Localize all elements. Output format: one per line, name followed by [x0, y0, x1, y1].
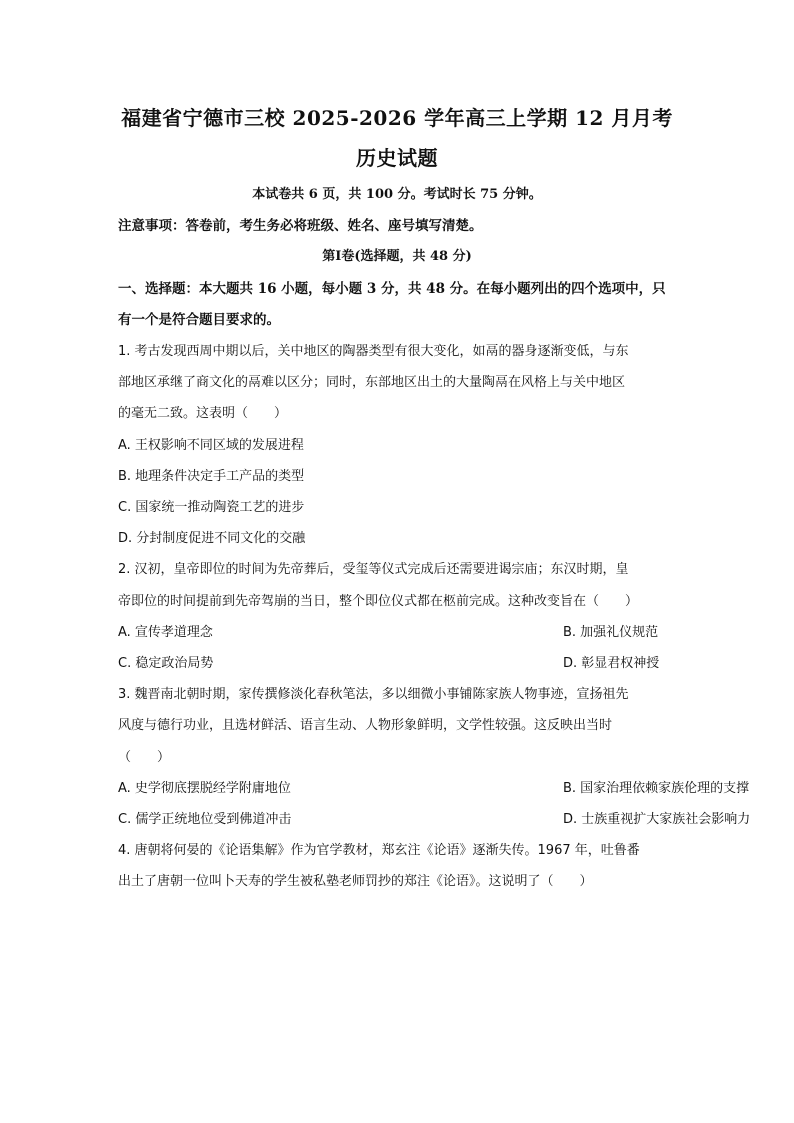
question-3-option-b: B. 国家治理依赖家族伦理的支撑	[563, 781, 750, 796]
question-3-option-d: D. 士族重视扩大家族社会影响力	[563, 812, 751, 827]
question-3-text: 风度与德行功业，且选材鲜活、语言生动、人物形象鲜明，文学性较强。这反映出当时	[118, 718, 613, 733]
question-2-option-b: B. 加强礼仪规范	[563, 625, 659, 640]
question-3-option-row	[118, 780, 750, 798]
question-1-text: 部地区承继了商文化的鬲难以区分；同时，东部地区出土的大量陶鬲在风格上与关中地区	[118, 375, 626, 390]
question-2-option-c: C. 稳定政治局势	[118, 656, 214, 671]
question-4-text: 出土了唐朝一位叫卜天寿的学生被私塾老师罚抄的郑注《论语》。这说明了（ ）	[118, 874, 593, 889]
instructions-line: 有一个是符合题目要求的。	[118, 312, 280, 328]
question-1-text: 1. 考古发现西周中期以后，关中地区的陶器类型有很大变化，如鬲的器身逐渐变低，与东	[118, 344, 629, 359]
question-3-option-a: A. 史学彻底摆脱经学附庸地位	[118, 781, 291, 796]
notice-text: 注意事项：答卷前，考生务必将班级、姓名、座号填写清楚。	[118, 218, 483, 234]
exam-info: 本试卷共 6 页，共 100 分。考试时长 75 分钟。	[252, 187, 542, 202]
question-2-option-row	[118, 624, 678, 642]
question-1-option-a: A. 王权影响不同区域的发展进程	[118, 438, 304, 453]
question-3-option-row	[118, 811, 751, 829]
question-3-text: （ ）	[118, 750, 171, 765]
question-3-option-c: C. 儒学正统地位受到佛道冲击	[118, 812, 292, 827]
subject-title: 历史试题	[356, 146, 438, 170]
question-2-option-row	[118, 655, 678, 673]
question-2-option-d: D. 彰显君权神授	[563, 656, 660, 671]
question-2-text: 2. 汉初，皇帝即位的时间为先帝葬后，受玺等仪式完成后还需要进谒宗庙；东汉时期，皇	[118, 562, 629, 577]
question-2-text: 帝即位的时间提前到先帝驾崩的当日，整个即位仪式都在柩前完成。这种改变旨在（ ）	[118, 594, 639, 609]
question-4-text: 4. 唐朝将何晏的《论语集解》作为官学教材，郑玄注《论语》逐渐失传。1967 年，吐鲁番	[118, 843, 640, 858]
question-1-option-b: B. 地理条件决定手工产品的类型	[118, 469, 305, 484]
section-heading: 第Ⅰ卷(选择题，共 48 分)	[322, 249, 472, 264]
question-2-option-a: A. 宣传孝道理念	[118, 625, 213, 640]
question-1-option-d: D. 分封制度促进不同文化的交融	[118, 531, 306, 546]
question-1-option-c: C. 国家统一推动陶瓷工艺的进步	[118, 500, 305, 515]
instructions-line: 一、选择题：本大题共 16 小题，每小题 3 分，共 48 分。在每小题列出的四个选项中，只	[118, 281, 666, 297]
question-3-text: 3. 魏晋南北朝时期，家传撰修淡化春秋笔法，多以细微小事铺陈家族人物事迹，宣扬祖先	[118, 687, 629, 702]
exam-title: 福建省宁德市三校 2025-2026 学年高三上学期 12 月月考	[121, 106, 673, 130]
question-1-text: 的毫无二致。这表明（ ）	[118, 406, 288, 421]
